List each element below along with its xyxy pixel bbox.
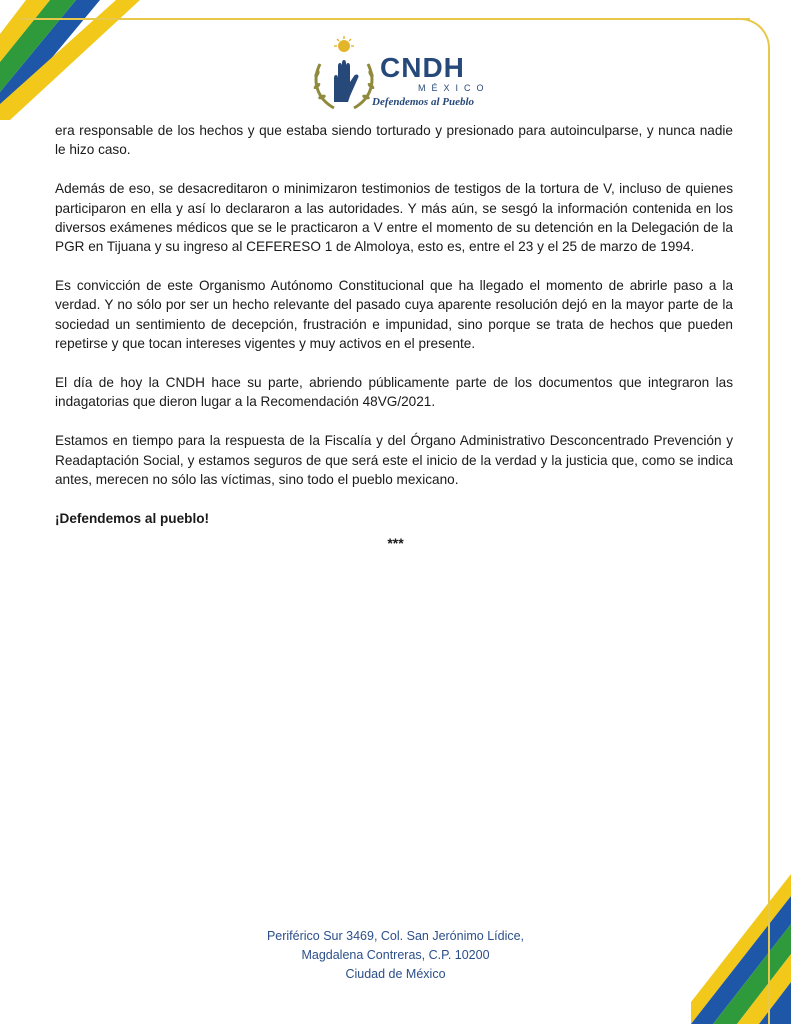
- footer-address: [0, 927, 791, 984]
- logo-wordmark: CNDH: [380, 52, 465, 83]
- logo-country: MÉXICO: [418, 83, 490, 93]
- logo-tagline: Defendemos al Pueblo: [372, 96, 475, 108]
- section-separator: ***: [387, 535, 404, 551]
- closing-slogan: ¡Defendemos al pueblo!: [55, 511, 210, 527]
- paragraph: El día de hoy la CNDH hace su parte, abriendo públicamente parte de los documentos que integraron las indagatorias que dieron lugar a la Recomendación 48VG/2021.: [55, 375, 733, 410]
- paragraph: era responsable de los hechos y que estaba siendo torturado y presionado para autoinculparse, y nunca nadie le hizo caso.: [55, 123, 733, 158]
- laurel-hand-icon: [308, 36, 378, 114]
- footer-line: Periférico Sur 3469, Col. San Jerónimo Lídice,: [266, 929, 525, 943]
- paragraph: Estamos en tiempo para la respuesta de la Fiscalía y del Órgano Administrativo Desconcentrado Prevención y Readaptación Social, y estamos seguros de que será este el inicio de la verdad y la justicia que, como se indica antes, merecen no sólo las víctimas, sino todo el pueblo mexicano.: [55, 433, 733, 487]
- cndh-logo: [308, 36, 490, 114]
- footer-line: Ciudad de México: [345, 967, 446, 981]
- footer-line: Magdalena Contreras, C.P. 10200: [301, 948, 490, 962]
- paragraph: Además de eso, se desacreditaron o minimizaron testimonios de testigos de la tortura de V, incluso de quienes participaron en ella y así lo declararon a las autoridades. Y más aún, se sesgó la información contenida en los diversos exámenes médicos que se le practicaron a V entre el momento de su detención en la Delegación de la PGR en Tijuana y su ingreso al CEFERESO 1 de Almoloya, esto es, entre el 23 y el 25 de marzo de 1994.: [55, 181, 733, 255]
- document-body: [55, 121, 733, 548]
- paragraph: Es convicción de este Organismo Autónomo Constitucional que ha llegado el momento de abrirle paso a la verdad. Y no sólo por ser un hecho relevante del pasado cuya aparente resolución dejó en la mayor parte de la sociedad un sentimiento de decepción, frustración e impunidad, sino porque se trata de hechos que pueden repetirse y que tocan intereses vigentes y muy activos en el presente.: [55, 278, 733, 351]
